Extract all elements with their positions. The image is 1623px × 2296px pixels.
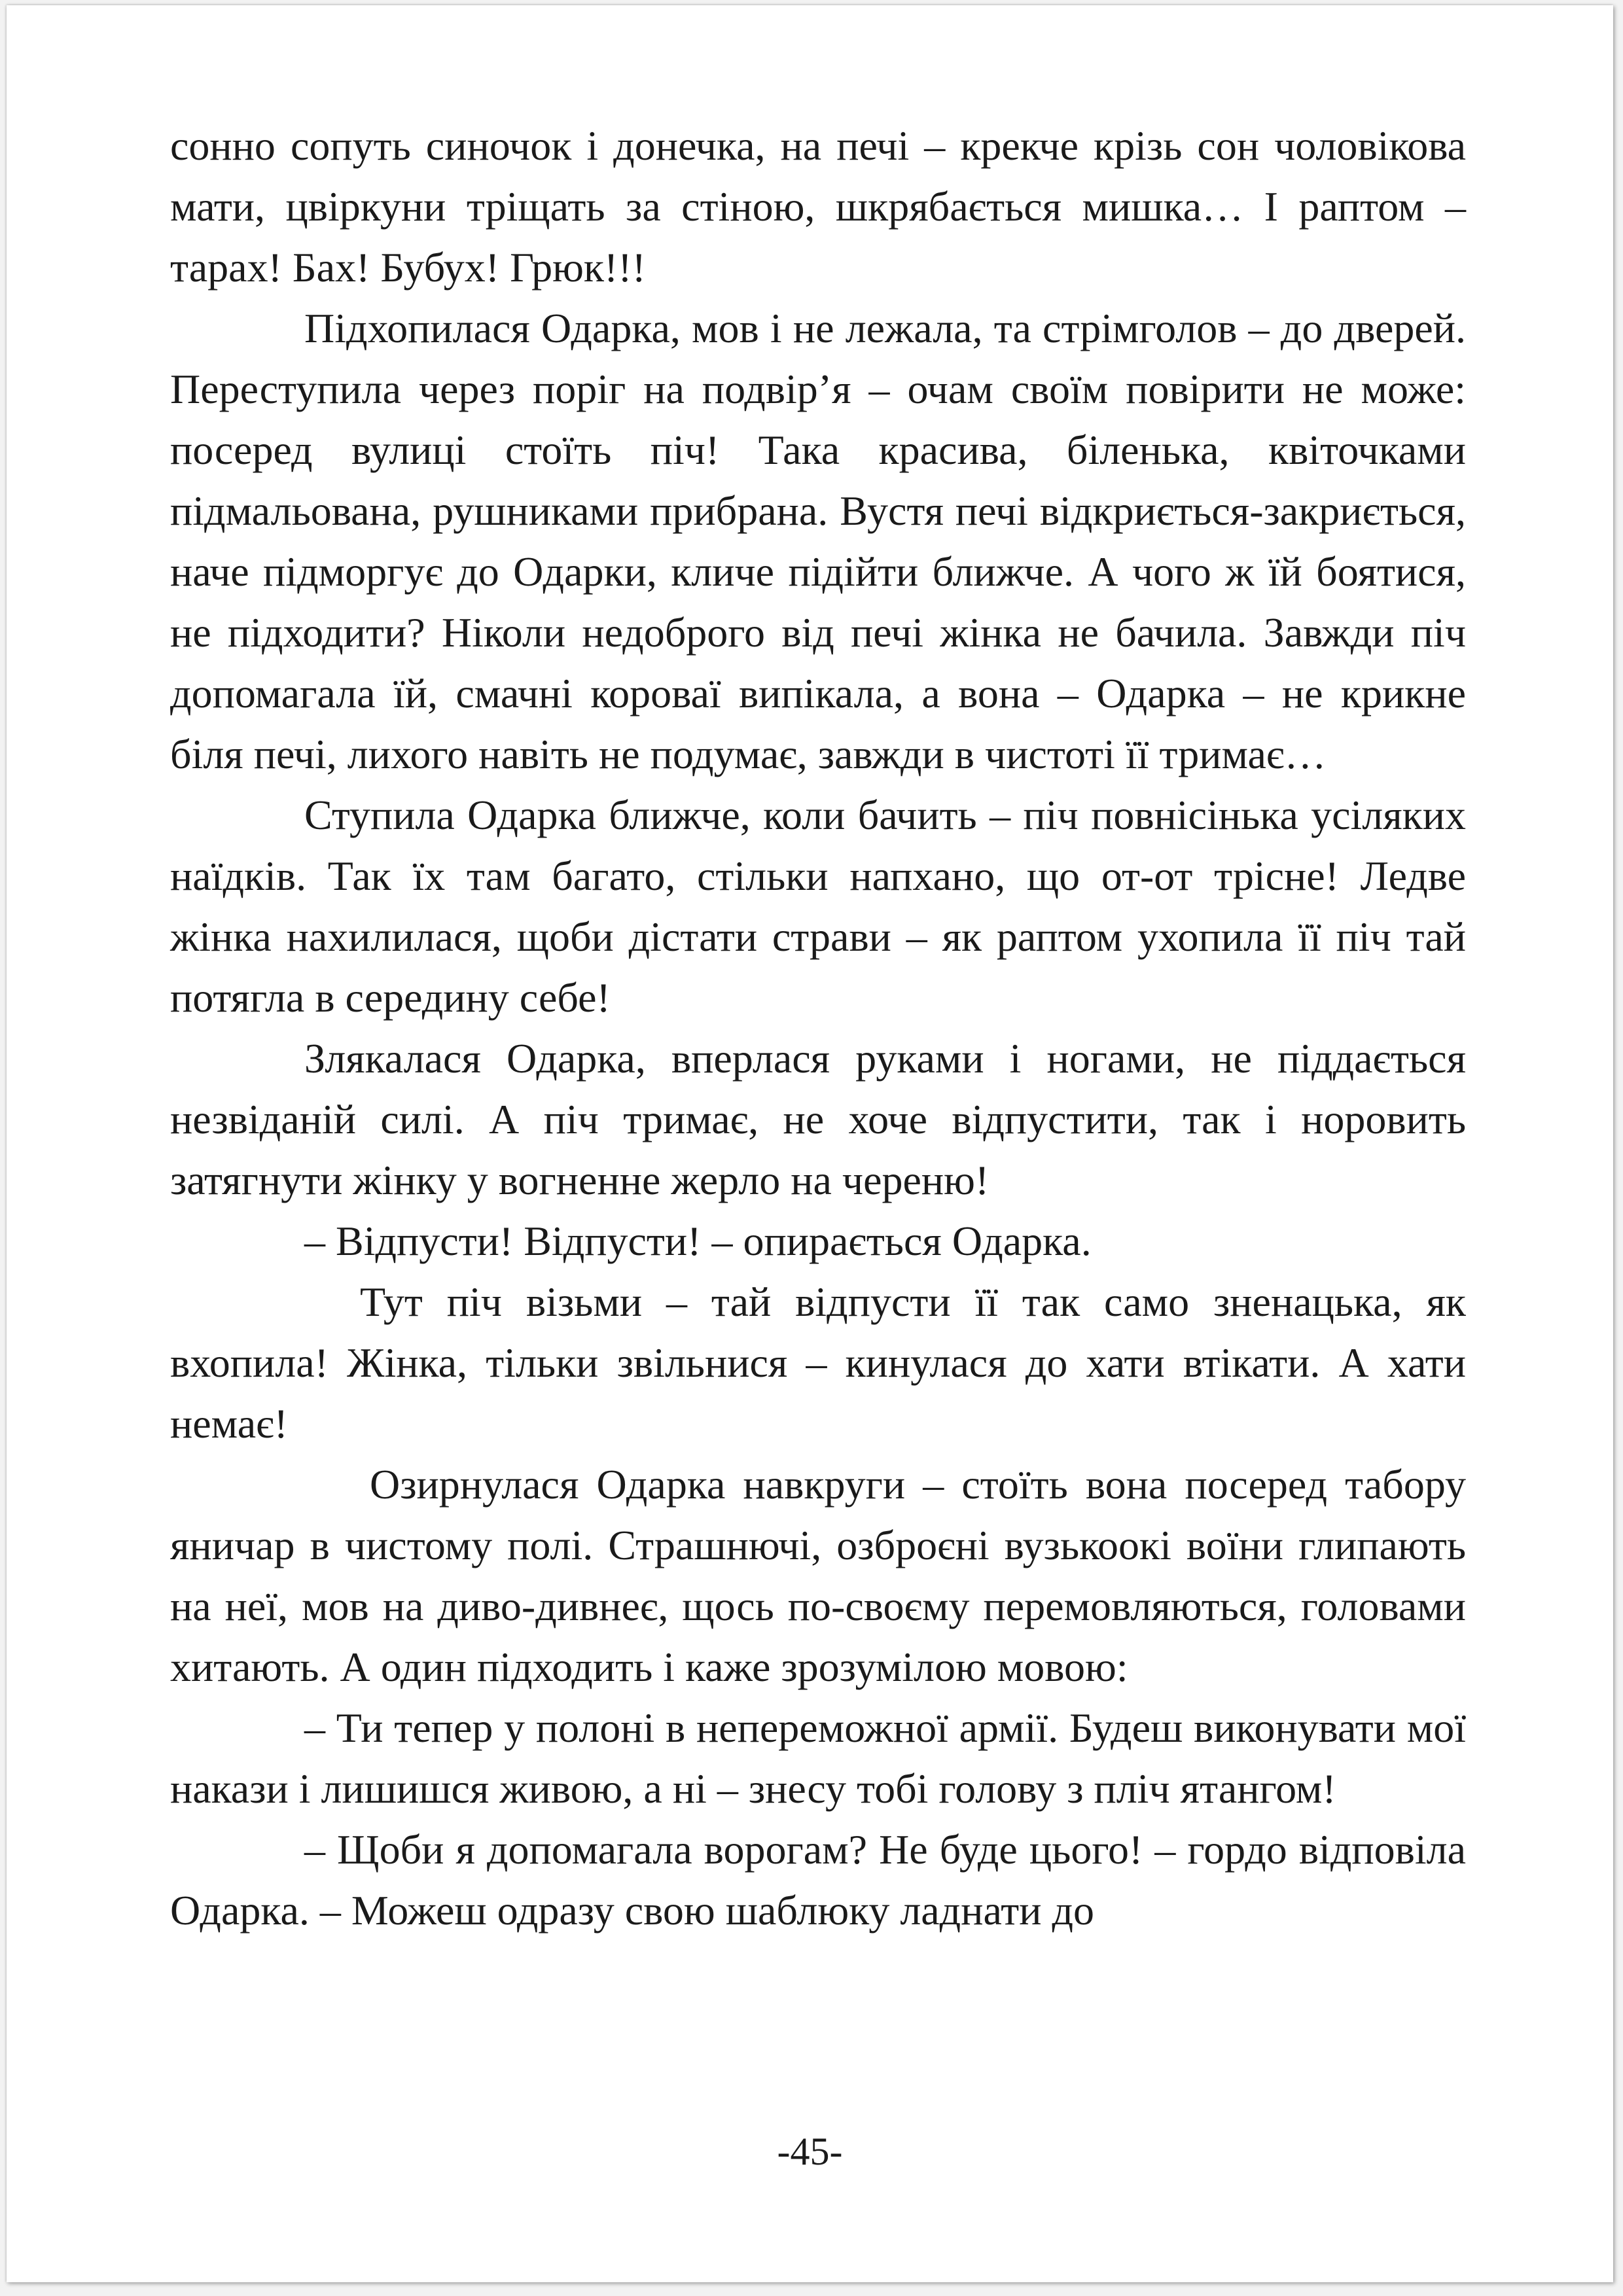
document-page — [7, 5, 1613, 2282]
paragraph: Тут піч візьми – тай відпусти її так само зненацька, як вхопила! Жінка, тільки звільнися – кинулася до хати втікати. А хати немає! — [170, 1279, 1466, 1447]
page-number: -45- — [777, 2130, 843, 2173]
paragraph-dialogue: – Відпусти! Відпусти! – опирається Одарка. — [304, 1218, 1092, 1264]
paragraph: Ступила Одарка ближче, коли бачить – піч повнісінька усіляких наїдків. Так їх там багато, стільки напхано, що от-от трісне! Ледве жінка нахилилася, щоби дістати страви – як раптом ухопила її піч тай потягла в середину себе! — [170, 792, 1466, 1021]
paragraph: Озирнулася Одарка навкруги – стоїть вона посеред табору яничар в чистому полі. Страшнючі, озброєні вузькоокі воїни глипають на неї, мов на диво-дивнеє, щось по-своєму перемовляються, головами хитають. А один підходить і каже зрозумілою мовою: — [170, 1461, 1466, 1690]
body-text — [170, 115, 1466, 1941]
paragraph: сонно сопуть синочок і донечка, на печі – крекче крізь сон чоловікова мати, цвіркуни тріщать за стіною, шкрябається мишка… І раптом – тарах! Бах! Бубух! Грюк!!! — [170, 122, 1466, 291]
paragraph-dialogue: – Ти тепер у полоні в непереможної армії. Будеш виконувати мої накази і лишишся живою, а ні – знесу тобі голову з пліч ятангом! — [170, 1704, 1466, 1812]
paragraph-dialogue: – Щоби я допомагала ворогам? Не буде цього! – гордо відповіла Одарка. – Можеш одразу свою шаблюку ладнати до — [170, 1826, 1466, 1934]
paragraph: Підхопилася Одарка, мов і не лежала, та стрімголов – до дверей. Переступила через поріг на подвір’я – очам своїм повірити не може: посеред вулиці стоїть піч! Така красива, біленька, квіточками підмальована, рушниками прибрана. Вустя печі відкриється-закриється, наче підморгує до Одарки, кличе підійти ближче. А чого ж їй боятися, не підходити? Ніколи недоброго від печі жінка не бачила. Завжди піч допомагала їй, смачні короваї випікала, а вона – Одарка – не крикне біля печі, лихого навіть не подумає, завжди в чистоті її тримає… — [170, 305, 1466, 777]
paragraph: Злякалася Одарка, вперлася руками і ногами, не піддається незвіданій силі. А піч тримає, не хоче відпустити, так і норовить затягнути жінку у вогненне жерло на череню! — [170, 1035, 1466, 1203]
